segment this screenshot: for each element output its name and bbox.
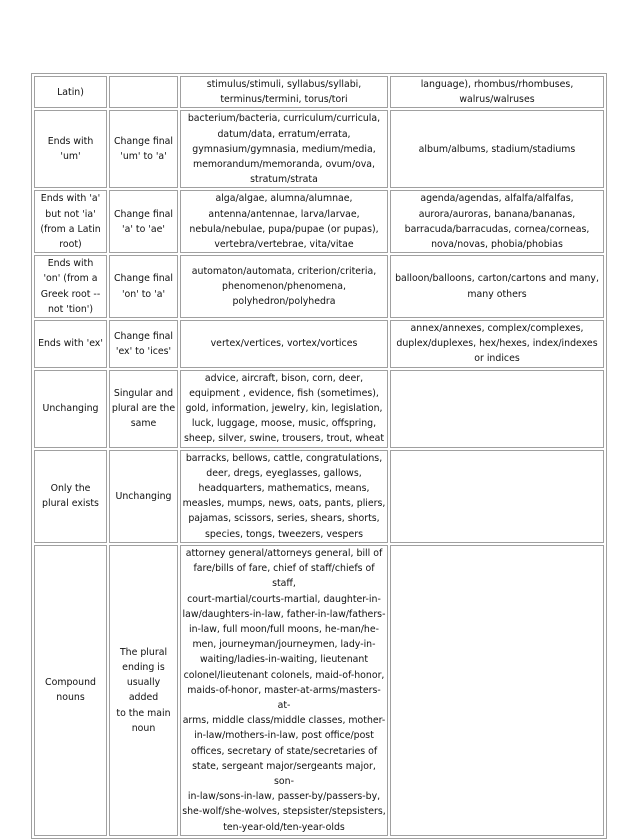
cell-line: waiting/ladies-in-waiting, lieutenant (199, 654, 369, 666)
examples-cell (180, 255, 388, 318)
cell-line: automaton/automata, criterion/criteria, (191, 265, 377, 277)
cell-line: plural exists (42, 498, 99, 510)
cell-line: barracks, bellows, cattle, congratulations, (185, 452, 383, 464)
cell-line: measles, mumps, news, oats, pants, pliers, (182, 498, 386, 510)
exceptions-cell (390, 545, 604, 836)
rule-cell (109, 255, 178, 318)
cell-line: language), rhombus/rhombuses, (420, 79, 574, 90)
cell-line: Greek root -- (40, 288, 101, 300)
cell-line: law/daughters-in-law, father-in-law/fathers- (182, 608, 386, 620)
rule-cell (109, 450, 178, 543)
cell-line: ten-year-old/ten-year-olds (223, 821, 345, 833)
pattern-cell (34, 370, 107, 448)
cell-line: vertex/vertices, vortex/vortices (210, 338, 358, 350)
cell-line: phenomenon/phenomena, (222, 281, 346, 293)
cell-line: noun (131, 722, 156, 734)
plural-rules-table (31, 73, 607, 839)
cell-line: luck, luggage, moose, music, offspring, (191, 418, 377, 430)
cell-line: gold, information, jewelry, kin, legislation, (185, 403, 383, 415)
cell-line: Ends with 'a' (40, 193, 101, 205)
cell-line: aurora/auroras, banana/bananas, (418, 208, 576, 220)
cell-line: The plural (119, 646, 168, 658)
cell-line: Change final (113, 273, 174, 285)
cell-line: nova/novas, phobia/phobias (431, 239, 563, 251)
rule-cell (109, 370, 178, 448)
rule-cell (109, 320, 178, 368)
cell-line: annex/annexes, complex/complexes, (410, 323, 584, 335)
cell-line: colonel/lieutenant colonels, maid-of-honor, (183, 669, 385, 681)
cell-line: antenna/antennae, larva/larvae, (208, 208, 360, 220)
cell-line: agenda/agendas, alfalfa/alfalfas, (420, 193, 574, 205)
pattern-cell (34, 255, 107, 318)
cell-line: equipment , evidence, fish (sometimes), (189, 387, 379, 399)
examples-cell (180, 370, 388, 448)
examples-cell (180, 110, 388, 188)
cell-line: alga/algae, alumna/alumnae, (215, 193, 353, 205)
cell-line: gymnasium/gymnasia, medium/media, (192, 143, 376, 155)
cell-line: sheep, silver, swine, trousers, trout, wheat (183, 433, 385, 445)
cell-line: Ends with (47, 136, 94, 148)
cell-line: stimulus/stimuli, syllabus/syllabi, (206, 79, 362, 90)
cell-line: fare/bills of fare, chief of staff/chiefs of staff, (193, 563, 375, 590)
cell-line: not 'tion') (47, 303, 94, 315)
rule-cell (109, 76, 178, 108)
cell-line: state, sergeant major/sergeants major, son- (192, 760, 376, 787)
pattern-cell (34, 450, 107, 543)
cell-line: pajamas, scissors, series, shears, shorts, (188, 513, 380, 525)
cell-line: stratum/strata (250, 174, 318, 186)
cell-line: barracuda/barracudas, cornea/corneas, (404, 223, 590, 235)
cell-line: species, tongs, tweezers, vespers (204, 528, 364, 540)
cell-line: but not 'ia' (45, 208, 96, 220)
cell-line: memorandum/memoranda, ovum/ova, (193, 159, 375, 171)
pattern-cell (34, 110, 107, 188)
pattern-cell (34, 545, 107, 836)
cell-line: offices, secretary of state/secretaries of (190, 745, 378, 757)
cell-line: deer, dregs, eyeglasses, gallows, (206, 467, 362, 479)
table-row (34, 110, 604, 188)
exceptions-cell (390, 76, 604, 108)
cell-line: Latin) (57, 86, 84, 98)
exceptions-cell (390, 190, 604, 253)
examples-cell (180, 190, 388, 253)
cell-line: usually added (126, 677, 161, 704)
cell-line: to the main (116, 707, 171, 719)
pattern-cell (34, 320, 107, 368)
table-row (34, 255, 604, 318)
cell-line: Singular and (113, 387, 174, 399)
table-row (34, 320, 604, 368)
cell-line: ending is (122, 661, 165, 673)
cell-line: terminus/termini, torus/tori (220, 94, 348, 106)
cell-line: 'on' (from a (43, 273, 98, 285)
table-row (34, 370, 604, 448)
cell-line: plural are the (111, 403, 176, 415)
cell-line: duplex/duplexes, hex/hexes, index/indexes (396, 338, 598, 350)
cell-line: or indices (474, 353, 520, 365)
cell-line: 'um' (60, 151, 81, 163)
exceptions-cell (390, 110, 604, 188)
cell-line: walrus/walruses (459, 94, 535, 106)
cell-line: men, journeyman/journeymen, lady-in- (192, 639, 376, 651)
cell-line: polyhedron/polyhedra (232, 296, 336, 308)
exceptions-cell (390, 255, 604, 318)
examples-cell (180, 320, 388, 368)
cell-line: Ends with 'ex' (38, 338, 103, 350)
cell-line: datum/data, erratum/errata, (217, 128, 351, 140)
cell-line: nebula/nebulae, pupa/pupae (or pupas), (189, 223, 379, 235)
cell-line: advice, aircraft, bison, corn, deer, (204, 372, 364, 384)
rule-cell (109, 110, 178, 188)
cell-line: 'um' to 'a' (120, 151, 167, 163)
table-body (34, 76, 604, 836)
pattern-cell (34, 190, 107, 253)
cell-line: 'a' to 'ae' (122, 223, 165, 235)
cell-line: attorney general/attorneys general, bill of (185, 547, 383, 559)
cell-line: nouns (56, 692, 85, 704)
cell-line: headquarters, mathematics, means, (198, 483, 370, 495)
rule-cell (109, 545, 178, 836)
cell-line: many others (467, 288, 527, 300)
exceptions-cell (390, 450, 604, 543)
table-row (34, 450, 604, 543)
cell-line: arms, middle class/middle classes, mother- (182, 715, 386, 727)
cell-line: vertebra/vertebrae, vita/vitae (214, 239, 354, 251)
cell-line: maids-of-honor, master-at-arms/masters-at- (187, 684, 381, 711)
cell-line: 'on' to 'a' (121, 288, 166, 300)
examples-cell (180, 450, 388, 543)
cell-line: Only the (50, 483, 91, 495)
pattern-cell (34, 76, 107, 108)
cell-line: album/albums, stadium/stadiums (418, 143, 576, 155)
cell-line: balloon/balloons, carton/cartons and many, (395, 273, 599, 285)
cell-line: court-martial/courts-martial, daughter-in- (187, 593, 381, 605)
examples-cell (180, 76, 388, 108)
cell-line: Change final (113, 208, 174, 220)
table-row (34, 545, 604, 836)
cell-line: in-law, full moon/full moons, he-man/he- (188, 623, 380, 635)
cell-line: Ends with (47, 258, 94, 270)
cell-line: she-wolf/she-wolves, stepsister/stepsisters, (182, 806, 386, 818)
cell-line: Unchanging (42, 403, 99, 415)
cell-line: Unchanging (115, 490, 172, 502)
exceptions-cell (390, 320, 604, 368)
rule-cell (109, 190, 178, 253)
examples-cell (180, 545, 388, 836)
cell-line: in-law/mothers-in-law, post office/post (194, 730, 374, 742)
cell-line: root) (59, 239, 82, 251)
cell-line: 'ex' to 'ices' (115, 345, 172, 357)
cell-line: in-law/sons-in-law, passer-by/passers-by, (187, 791, 381, 803)
cell-line: (from a Latin (40, 223, 101, 235)
table-row (34, 76, 604, 108)
cell-line: same (130, 418, 157, 430)
cell-line: Change final (113, 136, 174, 148)
exceptions-cell (390, 370, 604, 448)
table-row (34, 190, 604, 253)
cell-line: Change final (113, 330, 174, 342)
cell-line: Compound (45, 677, 96, 689)
cell-line: bacterium/bacteria, curriculum/curricula, (187, 113, 381, 125)
